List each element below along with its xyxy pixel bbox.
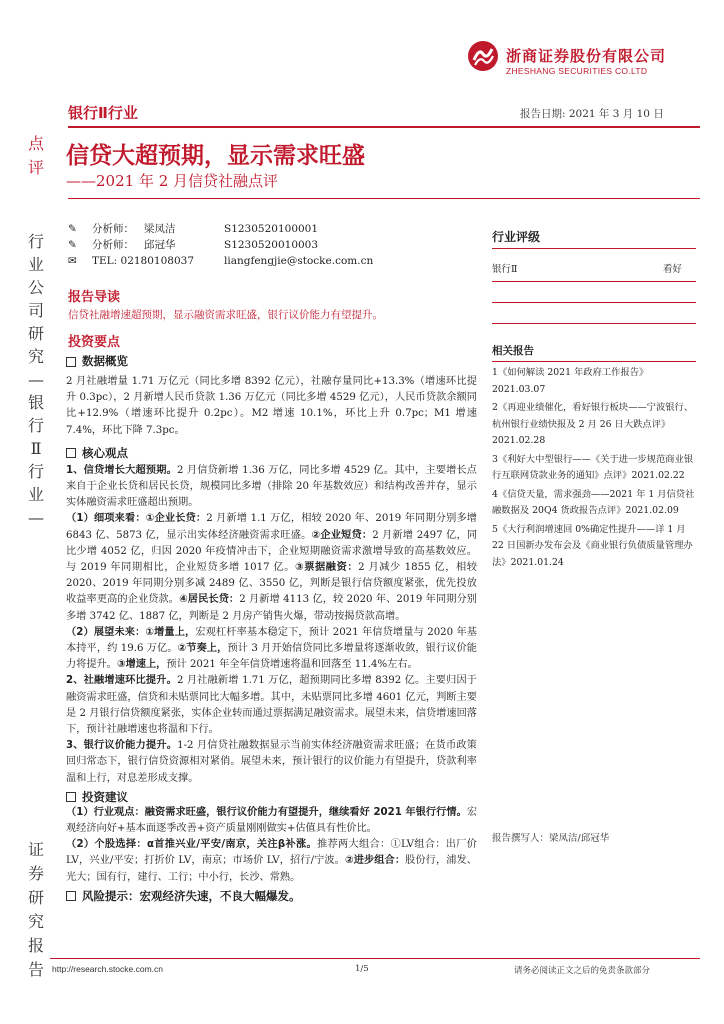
core-paragraph-3: （2）展望未来：①增量上，宏观杠杆率基本稳定下，预计 2021 年信贷增量与 2020 年基本持平，约 19.6 万亿。②节奏上，预计 3 月开始信贷同比多增量将逐渐收敛，银行议价能力将提升。③增速上，预计 2021 年全年信贷增速将温和回落至 11.4%左右。 (66, 626, 477, 671)
pen-icon: ✎ (68, 239, 77, 251)
title-rule (68, 198, 700, 199)
vertical-section-label: 行 业 公 司 研 究 — 银 行 Ⅱ 行 业 — (27, 232, 44, 527)
sidebar (492, 228, 696, 571)
page-subtitle: ——2021 年 2 月信贷社融点评 (66, 172, 279, 190)
related-report-item[interactable]: 3《利好大中型银行——《关于进一步规范商业银行互联网贷款业务的通知》点评》2021.02.22 (492, 453, 694, 481)
mail-icon: ✉ (68, 255, 77, 267)
analyst-role: 分析师： (92, 223, 134, 235)
main-column (66, 353, 477, 904)
footer-url[interactable]: http://research.stocke.com.cn (52, 964, 164, 974)
related-report-item[interactable]: 2《再迎业绩催化，看好银行板块——宁波银行、杭州银行业绩快报及 2 月 26 日大跌点评》2021.02.28 (492, 402, 694, 446)
related-report-item[interactable]: 1《如何解读 2021 年政府工作报告》2021.03.07 (492, 367, 649, 395)
related-rule (492, 361, 696, 362)
rating-divider (492, 323, 696, 324)
page-title: 信贷大超预期，显示需求旺盛 (66, 143, 365, 169)
square-bullet-icon (66, 891, 76, 901)
related-reports-title: 相关报告 (492, 345, 534, 357)
footer-rule (50, 958, 700, 959)
data-overview-title: 数据概览 (66, 353, 477, 369)
rating-divider (492, 302, 696, 303)
core-paragraph-5: 3、银行议价能力提升。1-2 月信贷社融数据显示当前实体经济融资需求旺盛；在货币政策回归常态下，银行信贷资源相对紧俏。展望未来，预计银行的议价能力有望提升，贷款利率温和上行，对息差形成支撑。 (66, 740, 477, 784)
report-writer: 报告撰写人：梁凤洁/邱冠华 (492, 833, 610, 844)
analyst-block (68, 221, 478, 269)
company-logo (467, 40, 499, 72)
contact-tel: TEL: 02180108037 (92, 255, 195, 267)
advice-paragraph-2: （2）个股选择：α首推兴业/平安/南京，关注β补涨。推荐两大组合：①LV组合：出厂价 LV，兴业/平安；打折价 LV，南京；市场价 LV，招行/宁波。②进步组合：股份行，浦发、光大；国有行，建行、工行；中小行，长沙、常熟。 (66, 839, 477, 883)
rating-title: 行业评级 (492, 230, 541, 244)
core-paragraph-2: （1）细项来看：①企业长贷：2 月新增 1.1 万亿，相较 2020 年、2019 年同期分别多增 6843 亿、5873 亿，显示出实体经济融资需求旺盛。②企业短贷：2 月新增 2497 亿，同比少增 4052 亿，归因 2020 年疫情冲击下，企业短期融资需求激增导致的高基数效应。与 2019 年同期相比，企业短贷多增 1017 亿。③票据融资：2 月减少 1855 亿，相较 2020、2019 年同期分别多减 2489 亿、3550 亿，判断是银行信贷额度紧张，优先投放收益率更高的企业贷款。④居民长贷：2 月新增 4113 亿，较 2020 年、2019 年同期分别多增 3742 亿、1887 亿，判断是 2 月房产销售火爆，带动按揭贷款高增。 (66, 513, 478, 622)
guide-text: 信贷社融增速超预期，显示融资需求旺盛，银行议价能力有望提升。 (68, 309, 383, 321)
square-bullet-icon (66, 357, 76, 367)
guide-title: 报告导读 (68, 290, 121, 305)
contact-email[interactable]: liangfengjie@stocke.com.cn (224, 255, 374, 267)
data-overview-text: 2 月社融增量 1.71 万亿元（同比多增 8392 亿元），社融存量同比+13.3%（增速环比提升 0.3pc），2 月新增人民币贷款 1.36 万亿元（同比多增 4529 亿元），人民币贷款余额同比+12.9%（增速环比提升 0.2pc）。M2 增速 10.1%，环比上升 0.7pc；M1 增速 7.4%，环比下降 7.3pc。 (66, 376, 477, 436)
contact-row (68, 253, 478, 269)
rating-divider (492, 281, 696, 282)
core-paragraph-1: 1、信贷增长大超预期。2 月信贷新增 1.36 万亿，同比多增 4529 亿。其中，主要增长点来自于企业长贷和居民长贷，规模同比多增（排除 20 年基数效应）和结构改善并存，显示实体融资需求旺盛超出预期。 (66, 464, 477, 509)
core-view-title: 核心观点 (66, 445, 477, 461)
analyst-row (68, 221, 478, 237)
header-rule (68, 126, 700, 128)
advice-title: 投资建议 (66, 789, 477, 805)
square-bullet-icon (66, 792, 76, 802)
logo-mark-icon (467, 40, 499, 72)
analyst-id: S1230520100001 (224, 223, 319, 235)
analyst-row (68, 237, 478, 253)
related-list (492, 365, 696, 571)
square-bullet-icon (66, 448, 76, 458)
rating-rule (492, 248, 696, 249)
pen-icon: ✎ (68, 223, 77, 235)
analyst-role: 分析师： (92, 239, 134, 251)
analyst-name: 邱冠华 (144, 239, 176, 251)
report-date: 报告日期: 2021 年 3 月 10 日 (520, 108, 664, 120)
vertical-type-label: 点 评 (27, 134, 44, 177)
rating-industry: 银行Ⅱ (492, 264, 518, 275)
rating-row (492, 261, 696, 279)
analyst-id: S1230520010003 (224, 239, 319, 251)
related-report-item[interactable]: 5《大行利润增速回 0%确定性提升——详 1 月 22 日国新办发布会及《商业银行负债质量管理办法》2021.01.24 (492, 523, 693, 568)
vertical-footer-label: 证 券 研 究 报 告 (27, 840, 44, 979)
footer-disclaimer: 请务必阅读正文之后的免责条款部分 (514, 966, 651, 976)
company-name-en: ZHESHANG SECURITIES CO.LTD (506, 66, 648, 76)
rating-value: 看好 (662, 264, 682, 275)
advice-paragraph-1: （1）行业观点：融资需求旺盛，银行议价能力有望提升，继续看好 2021 年银行行情。宏观经济向好+基本面逐季改善+资产质量刚刚做实+估值具有性价比。 (66, 806, 477, 835)
core-paragraph-4: 2、社融增速环比提升。2 月社融新增 1.71 万亿，超预期同比多增 8392 亿。主要归因于融资需求旺盛，信贷和未贴票同比大幅多增。其中，未贴票同比多增 4601 亿元，判断主要是 2 月银行信贷额度紧张，实体企业转而通过票据满足融资需求。展望未来，信贷增速回落下，预计社融增速也将温和下行。 (66, 675, 477, 736)
related-report-item[interactable]: 4《信贷天量，需求强劲——2021 年 1 月信贷社融数据及 20Q4 货政报告点评》2021.02.09 (492, 488, 695, 516)
analyst-name: 梁凤洁 (144, 223, 176, 235)
key-points-title: 投资要点 (68, 335, 121, 350)
industry-label: 银行Ⅱ行业 (68, 104, 138, 122)
page-number: 1/5 (355, 964, 369, 974)
company-name-cn: 浙商证券股份有限公司 (506, 47, 667, 65)
risk-warning: 风险提示：宏观经济失速，不良大幅爆发。 (66, 888, 477, 904)
